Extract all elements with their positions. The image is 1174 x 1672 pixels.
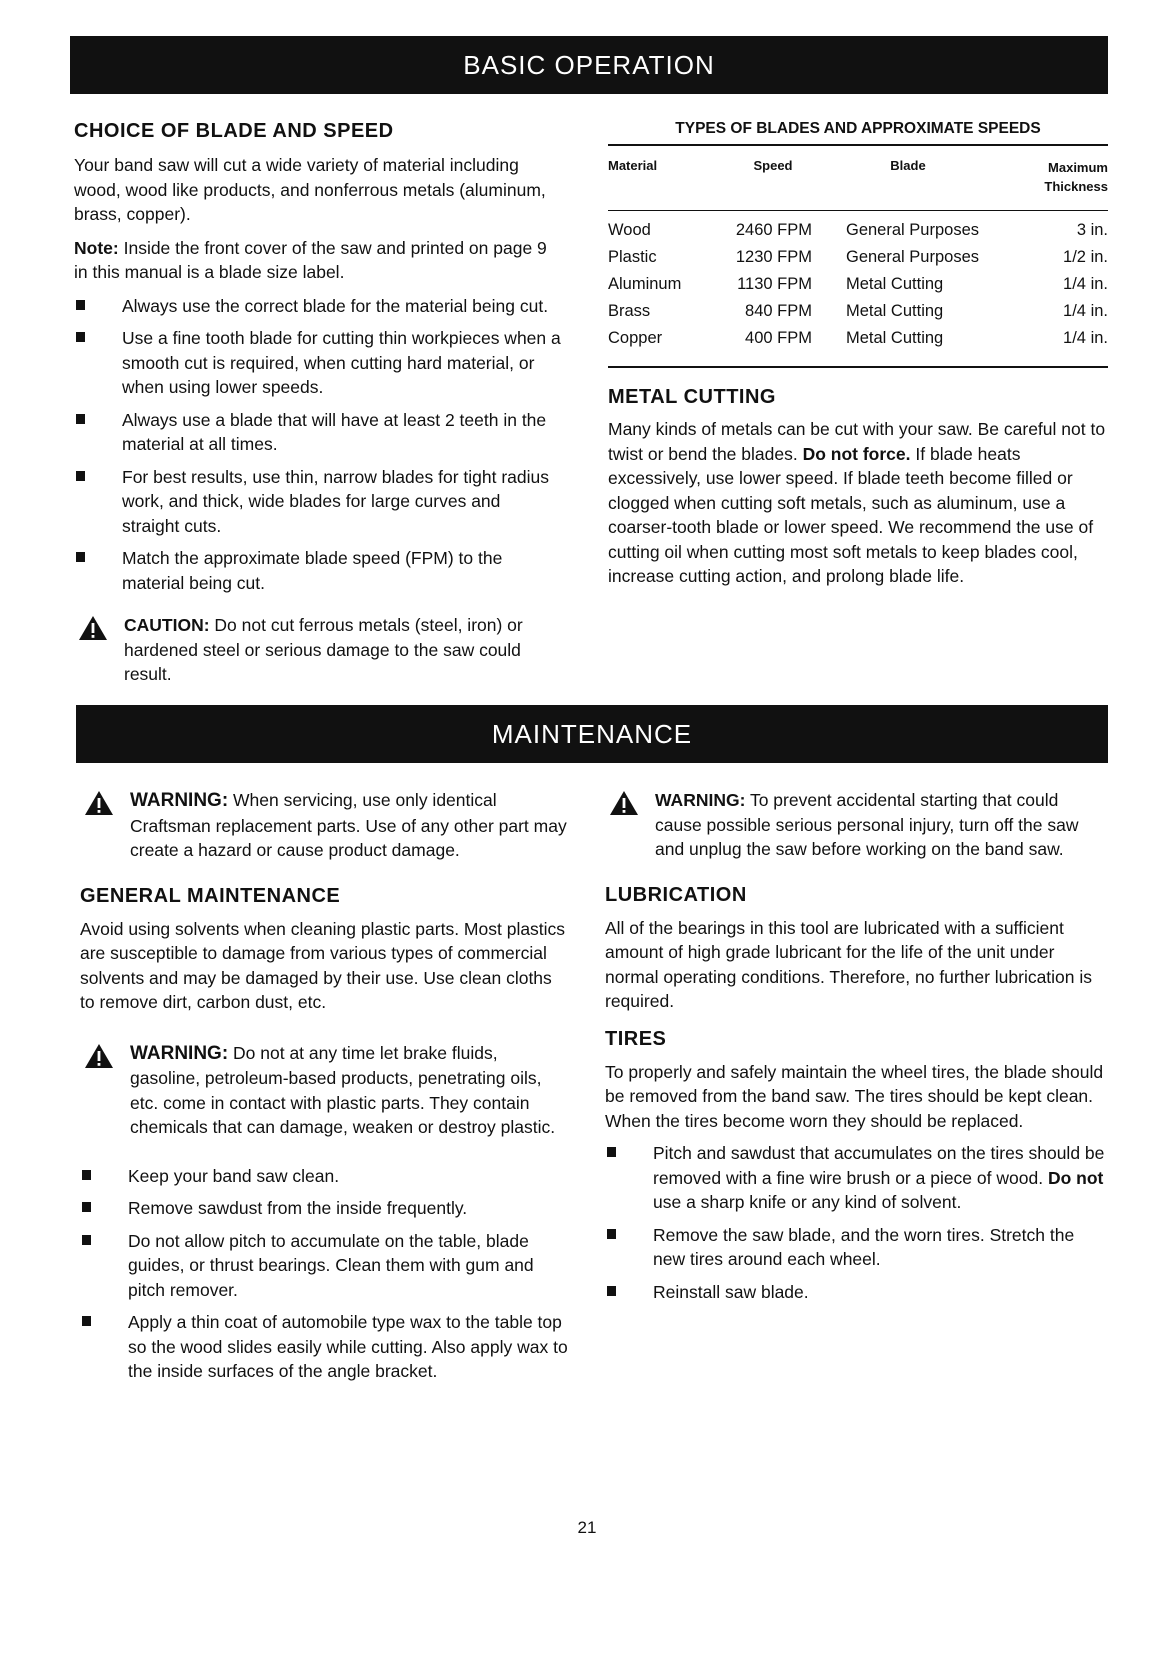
table-row: Plastic 1230 FPM General Purposes 1/2 in.	[608, 248, 1108, 266]
bullet-icon	[82, 1170, 91, 1180]
bullet-icon	[76, 471, 85, 481]
list-item: Always use a blade that will have at least 2 teeth in the material at all times.	[74, 408, 562, 457]
bullet-icon	[607, 1147, 616, 1157]
choice-heading: CHOICE OF BLADE AND SPEED	[74, 120, 394, 142]
tires-text: To properly and safely maintain the wheel tires, the blade should be removed from the band saw. The tires should be kept clean. When the tires become worn they should be replaced.	[605, 1061, 1104, 1131]
caution-text: Do not cut ferrous metals (steel, iron) or hardened steel or serious damage to the saw could result.	[124, 615, 523, 684]
warning-label: WARNING:	[130, 790, 229, 811]
choice-bullet-list	[74, 294, 562, 596]
metal-cutting-heading: METAL CUTTING	[608, 386, 776, 408]
col-thickness: Maximum Thickness	[1044, 160, 1108, 194]
list-item: Do not allow pitch to accumulate on the table, blade guides, or thrust bearings. Clean them with gum and pitch remover.	[80, 1229, 568, 1303]
metal-cutting-text: Many kinds of metals can be cut with your saw. Be careful not to twist or bend the blades. Do not force. If blade heats excessively, use lower speed. If blade teeth become filled or clogged when cutting soft metals, such as aluminum, use a coarser-tooth blade or lower speed. We recommend the use of cutting oil when cutting most soft metals to keep blades cool, increase cutting action, and prolong blade life.	[608, 419, 1106, 586]
list-item: For best results, use thin, narrow blades for tight radius work, and thick, wide blades for large curves and straight cuts.	[74, 465, 562, 539]
table-row: Wood 2460 FPM General Purposes 3 in.	[608, 221, 1108, 239]
table-row: Aluminum 1130 FPM Metal Cutting 1/4 in.	[608, 275, 1108, 293]
maintenance-left-column	[80, 788, 568, 1392]
warning-solvents	[80, 1041, 568, 1140]
bullet-icon	[82, 1202, 91, 1212]
warning-unplug	[605, 788, 1108, 862]
col-material: Material	[608, 158, 658, 173]
bullet-icon	[76, 414, 85, 424]
maintenance-title: MAINTENANCE	[491, 719, 693, 749]
blade-table-section	[608, 120, 1108, 589]
choice-note	[74, 236, 562, 285]
list-item: Use a fine tooth blade for cutting thin workpieces when a smooth cut is required, when cutting hard material, or when using lower speeds.	[74, 326, 562, 400]
note-label: Note:	[74, 237, 119, 258]
list-item: Match the approximate blade speed (FPM) to the material being cut.	[74, 546, 562, 595]
note-text: Inside the front cover of the saw and printed on page 9 in this manual is a blade size label.	[74, 237, 547, 282]
col-blade: Blade	[890, 158, 926, 173]
page-number: 21	[577, 1518, 597, 1537]
bullet-icon	[76, 300, 85, 310]
basic-operation-title: BASIC OPERATION	[463, 50, 715, 80]
warning-label: WARNING:	[130, 1042, 229, 1064]
warning-triangle-icon	[609, 790, 639, 816]
warning-text: To prevent accidental starting that could cause possible serious personal injury, turn off the saw and unplug the saw before working on the band saw.	[655, 790, 1079, 859]
caution-label: CAUTION:	[124, 615, 210, 635]
table-row: Brass 840 FPM Metal Cutting 1/4 in.	[608, 302, 1108, 320]
list-item: Reinstall saw blade.	[605, 1280, 1108, 1305]
tires-heading: TIRES	[605, 1027, 667, 1050]
table-row: Copper 400 FPM Metal Cutting 1/4 in.	[608, 329, 1108, 347]
header-divider	[608, 196, 1108, 211]
table-title: TYPES OF BLADES AND APPROXIMATE SPEEDS	[608, 120, 1108, 146]
warning-text: Do not at any time let brake fluids, gasoline, petroleum-based products, penetrating oils, etc. come in contact with plastic parts. They contain chemicals that can damage, weaken or destroy plastic.	[130, 1042, 556, 1137]
warning-triangle-icon	[84, 1043, 114, 1069]
lubrication-text: All of the bearings in this tool are lubricated with a sufficient amount of high grade lubricant for the life of the unit under normal operating conditions. Therefore, no further lubrication is required.	[605, 917, 1093, 1011]
warning-triangle-icon	[78, 615, 108, 641]
basic-operation-banner	[70, 36, 1108, 94]
bullet-icon	[82, 1316, 91, 1326]
list-item: Keep your band saw clean.	[80, 1164, 568, 1189]
maintenance-right-column	[605, 788, 1108, 1312]
list-item: Remove the saw blade, and the worn tires. Stretch the new tires around each wheel.	[605, 1223, 1108, 1272]
caution-block	[74, 613, 562, 687]
blade-speed-table	[608, 158, 1108, 368]
choice-section	[74, 120, 562, 687]
tires-bullet-list	[605, 1141, 1108, 1304]
warning-triangle-icon	[84, 790, 114, 816]
general-bullet-list	[80, 1164, 568, 1384]
bullet-icon	[607, 1286, 616, 1296]
general-maintenance-heading: GENERAL MAINTENANCE	[80, 884, 341, 907]
bullet-icon	[82, 1235, 91, 1245]
bullet-icon	[76, 552, 85, 562]
bullet-icon	[76, 332, 85, 342]
warning-text: When servicing, use only identical Craftsman replacement parts. Use of any other part may create a hazard or cause product damage.	[130, 790, 567, 860]
table-header-row	[608, 158, 1108, 196]
col-speed: Speed	[753, 158, 793, 173]
list-item: Apply a thin coat of automobile type wax to the table top so the wood slides easily while cutting. Also apply wax to the inside surfaces of the angle bracket.	[80, 1310, 568, 1384]
bullet-icon	[607, 1229, 616, 1239]
warning-parts	[80, 788, 568, 863]
general-maintenance-text: Avoid using solvents when cleaning plastic parts. Most plastics are susceptible to damage from various types of commercial solvents and may be damaged by their use. Use clean cloths to remove dirt, carbon dust, etc.	[80, 918, 566, 1012]
warning-label: WARNING:	[655, 790, 746, 810]
maintenance-banner	[76, 705, 1108, 763]
list-item: Remove sawdust from the inside frequently.	[80, 1196, 568, 1221]
list-item: Pitch and sawdust that accumulates on the tires should be removed with a fine wire brush or a piece of wood. Do not use a sharp knife or any kind of solvent.	[605, 1141, 1108, 1215]
choice-intro: Your band saw will cut a wide variety of material including wood, wood like products, and nonferrous metals (aluminum, brass, copper).	[74, 155, 546, 224]
lubrication-heading: LUBRICATION	[605, 883, 747, 906]
table-bottom-rule	[608, 352, 1108, 367]
list-item: Always use the correct blade for the material being cut.	[74, 294, 562, 319]
